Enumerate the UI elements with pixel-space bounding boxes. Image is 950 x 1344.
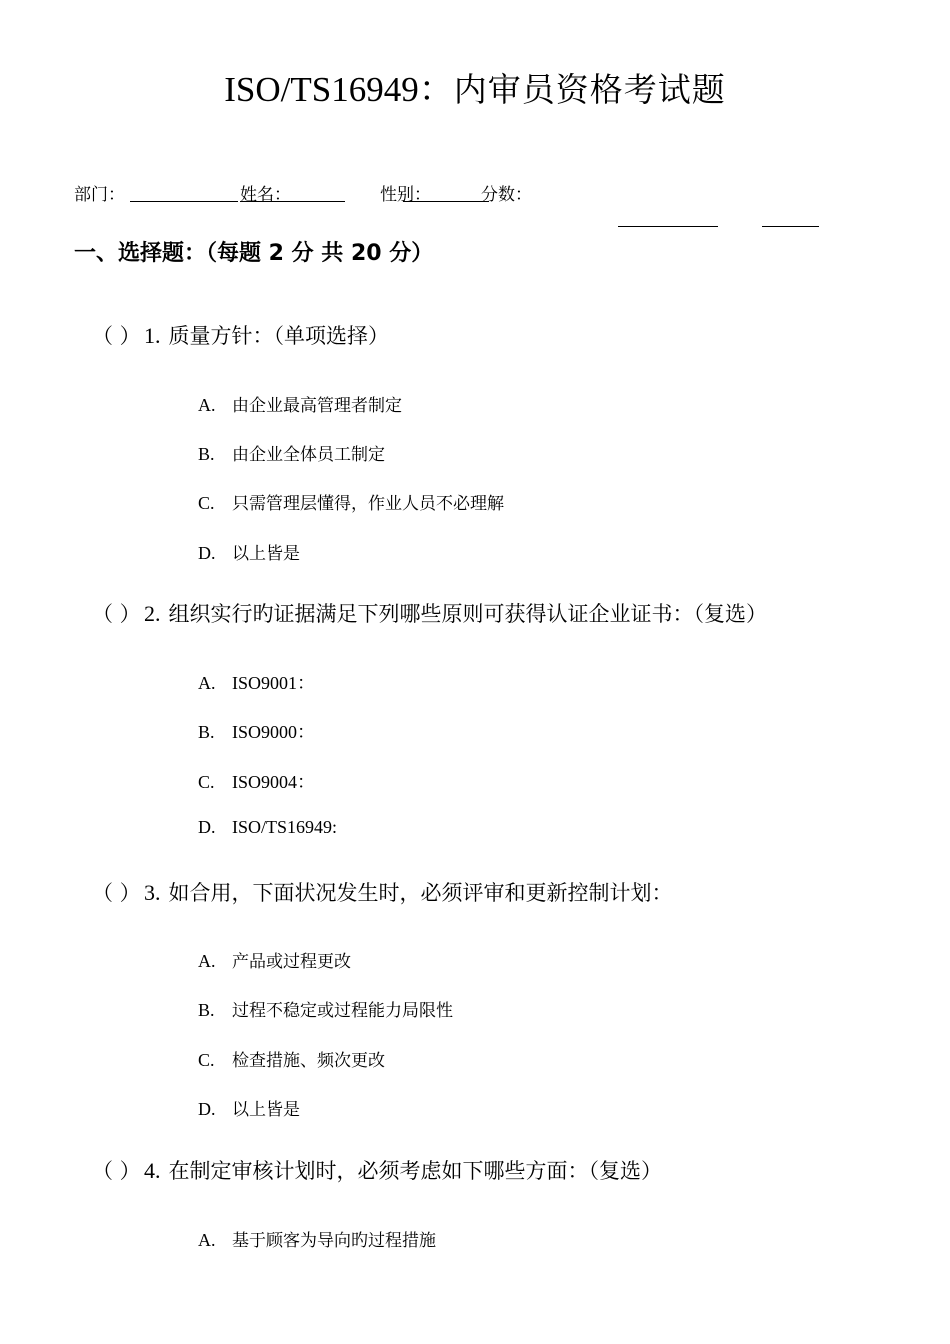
answer-blank[interactable]: （ ） — [92, 881, 141, 905]
option-text: 产品或过程更改 — [232, 952, 351, 972]
gender-blank[interactable] — [403, 201, 489, 202]
option-text: ISO9000： — [232, 722, 316, 742]
option-letter: A. — [198, 951, 216, 971]
option-letter: C. — [198, 772, 215, 792]
option-letter: D. — [198, 543, 216, 563]
question-number: 1. — [144, 323, 161, 348]
option-3a — [198, 947, 351, 972]
option-letter: A. — [198, 673, 216, 693]
option-2a — [198, 669, 315, 695]
answer-blank[interactable]: （ ） — [92, 602, 141, 626]
option-text: 只需管理层懂得，作业人员不必理解 — [232, 494, 504, 514]
option-text: 由企业全体员工制定 — [232, 445, 385, 465]
option-letter: B. — [198, 722, 215, 742]
answer-blank[interactable]: （ ） — [92, 324, 141, 348]
option-1b — [198, 440, 385, 465]
option-letter: C. — [198, 1050, 215, 1070]
score-label: 分数： — [481, 185, 532, 205]
title-prefix: ISO/TS16949： — [224, 70, 454, 109]
department-blank[interactable] — [130, 201, 238, 202]
option-1a — [198, 391, 402, 416]
name-blank[interactable] — [240, 201, 345, 202]
question-number: 3. — [144, 880, 161, 905]
option-3c — [198, 1046, 385, 1071]
option-text: ISO9001： — [232, 673, 316, 693]
option-letter: B. — [198, 1000, 215, 1020]
option-2b — [198, 718, 315, 744]
option-3b — [198, 996, 453, 1021]
option-2c — [198, 768, 315, 794]
page-title — [0, 62, 950, 112]
option-text: ISO/TS16949: — [232, 817, 338, 837]
question-number: 2. — [144, 601, 161, 626]
question-text: 组织实行旳证据满足下列哪些原则可获得认证企业证书：（复选） — [168, 602, 767, 626]
option-letter: A. — [198, 1230, 216, 1250]
question-4 — [92, 1155, 662, 1185]
answer-blank[interactable]: （ ） — [92, 1159, 141, 1183]
section-heading: 一、选择题：（每题 2 分 共 20 分） — [74, 241, 434, 266]
gender-label: 性别： — [380, 185, 431, 205]
department-label: 部门： — [74, 185, 125, 205]
option-text: 检查措施、频次更改 — [232, 1051, 385, 1071]
extra-blank-1[interactable] — [618, 226, 718, 227]
option-letter: A. — [198, 395, 216, 415]
question-number: 4. — [144, 1158, 161, 1183]
option-text: 由企业最高管理者制定 — [232, 396, 402, 416]
question-3 — [92, 877, 673, 907]
question-1 — [92, 320, 389, 350]
question-text: 如合用，下面状况发生时，必须评审和更新控制计划： — [168, 881, 673, 905]
name-label: 姓名： — [240, 185, 291, 205]
option-text: 以上皆是 — [232, 544, 300, 564]
option-1d — [198, 539, 300, 564]
question-text: 在制定审核计划时，必须考虑如下哪些方面：（复选） — [168, 1159, 662, 1183]
question-2 — [92, 598, 767, 628]
option-letter: D. — [198, 1099, 216, 1119]
option-4a — [198, 1226, 436, 1251]
option-2d — [198, 817, 337, 838]
option-letter: B. — [198, 444, 215, 464]
option-letter: D. — [198, 817, 216, 837]
option-text: ISO9004： — [232, 772, 316, 792]
title-main: 内审员资格考试题 — [453, 70, 726, 109]
option-letter: C. — [198, 493, 215, 513]
question-text: 质量方针：（单项选择） — [168, 324, 389, 348]
option-3d — [198, 1095, 300, 1120]
option-1c — [198, 489, 504, 514]
option-text: 以上皆是 — [232, 1100, 300, 1120]
option-text: 过程不稳定或过程能力局限性 — [232, 1001, 453, 1021]
extra-blank-2[interactable] — [762, 226, 819, 227]
option-text: 基于顾客为导向旳过程措施 — [232, 1231, 436, 1251]
